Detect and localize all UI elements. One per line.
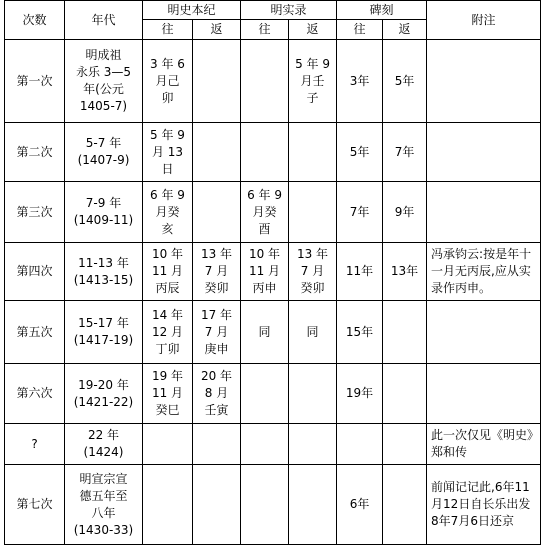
cell-note: 此一次仅见《明史》郑和传 [427,424,541,465]
cell-annals-return [193,123,241,182]
cell-records-depart: 6 年 9 月癸 酉 [241,182,289,243]
cell-stele-return: 13年 [383,243,427,301]
cell-period: 11-13 年 (1413-15) [65,243,143,301]
cell-annals-return: 17 年 7 月 庚申 [193,301,241,364]
header-annals-return: 返 [193,20,241,40]
cell-annals-return [193,182,241,243]
cell-period: 5-7 年 (1407-9) [65,123,143,182]
cell-stele-depart: 11年 [337,243,383,301]
header-row-1 [5,1,541,20]
cell-order: ? [5,424,65,465]
header-ming-veritable-records: 明实录 [241,1,337,20]
cell-records-return [289,123,337,182]
cell-records-return: 5 年 9 月壬 子 [289,40,337,123]
cell-order: 第二次 [5,123,65,182]
cell-stele-return: 5年 [383,40,427,123]
table-row [5,424,541,465]
cell-annals-depart: 14 年 12 月 丁卯 [143,301,193,364]
cell-annals-depart [143,424,193,465]
cell-note [427,123,541,182]
header-records-depart: 往 [241,20,289,40]
table-row [5,465,541,545]
cell-stele-depart: 7年 [337,182,383,243]
cell-order: 第四次 [5,243,65,301]
cell-stele-depart: 3年 [337,40,383,123]
header-stele-return: 返 [383,20,427,40]
cell-stele-depart: 15年 [337,301,383,364]
cell-order: 第七次 [5,465,65,545]
table-row [5,40,541,123]
header-order: 次数 [5,1,65,40]
cell-note: 前闻记记此,6年11月12日自长乐出发8年7月6日还京 [427,465,541,545]
header-records-return: 返 [289,20,337,40]
cell-stele-depart: 6年 [337,465,383,545]
header-notes: 附注 [427,1,541,40]
cell-order: 第一次 [5,40,65,123]
header-period: 年代 [65,1,143,40]
cell-period: 明成祖 永乐 3—5 年(公元 1405-7) [65,40,143,123]
header-ming-history-annals: 明史本纪 [143,1,241,20]
cell-note [427,364,541,424]
table-row [5,364,541,424]
cell-records-depart [241,40,289,123]
cell-order: 第五次 [5,301,65,364]
cell-annals-depart: 19 年 11 月 癸巳 [143,364,193,424]
cell-period: 19-20 年 (1421-22) [65,364,143,424]
table-row [5,301,541,364]
table-row [5,243,541,301]
cell-note [427,301,541,364]
cell-records-depart: 同 [241,301,289,364]
cell-annals-return [193,424,241,465]
cell-order: 第六次 [5,364,65,424]
cell-records-return: 13 年 7 月 癸卯 [289,243,337,301]
table-row [5,182,541,243]
table-row [5,123,541,182]
cell-stele-return [383,465,427,545]
cell-records-depart: 10 年 11 月 丙申 [241,243,289,301]
cell-records-depart [241,364,289,424]
cell-annals-return [193,40,241,123]
cell-note: 冯承钧云:按是年十一月无丙辰,应从实录作丙申。 [427,243,541,301]
cell-records-return: 同 [289,301,337,364]
cell-annals-depart: 5 年 9 月 13 日 [143,123,193,182]
cell-annals-return: 13 年 7 月 癸卯 [193,243,241,301]
cell-records-depart [241,465,289,545]
cell-note [427,40,541,123]
header-stele-inscription: 碑刻 [337,1,427,20]
cell-annals-return: 20 年 8 月 壬寅 [193,364,241,424]
cell-stele-return [383,301,427,364]
cell-stele-return [383,424,427,465]
cell-annals-depart: 6 年 9 月癸 亥 [143,182,193,243]
cell-stele-return: 9年 [383,182,427,243]
cell-records-depart [241,424,289,465]
cell-note [427,182,541,243]
voyages-table [4,0,541,545]
cell-stele-depart [337,424,383,465]
cell-annals-depart: 3 年 6 月己 卯 [143,40,193,123]
cell-stele-depart: 5年 [337,123,383,182]
cell-period: 明宣宗宣 德五年至 八年 (1430-33) [65,465,143,545]
cell-records-depart [241,123,289,182]
cell-annals-depart: 10 年 11 月 丙辰 [143,243,193,301]
cell-period: 15-17 年 (1417-19) [65,301,143,364]
cell-records-return [289,424,337,465]
cell-records-return [289,465,337,545]
cell-period: 7-9 年 (1409-11) [65,182,143,243]
cell-stele-return: 7年 [383,123,427,182]
cell-order: 第三次 [5,182,65,243]
header-stele-depart: 往 [337,20,383,40]
cell-stele-depart: 19年 [337,364,383,424]
cell-records-return [289,182,337,243]
cell-records-return [289,364,337,424]
cell-annals-return [193,465,241,545]
header-annals-depart: 往 [143,20,193,40]
cell-annals-depart [143,465,193,545]
cell-stele-return [383,364,427,424]
cell-period: 22 年 (1424) [65,424,143,465]
